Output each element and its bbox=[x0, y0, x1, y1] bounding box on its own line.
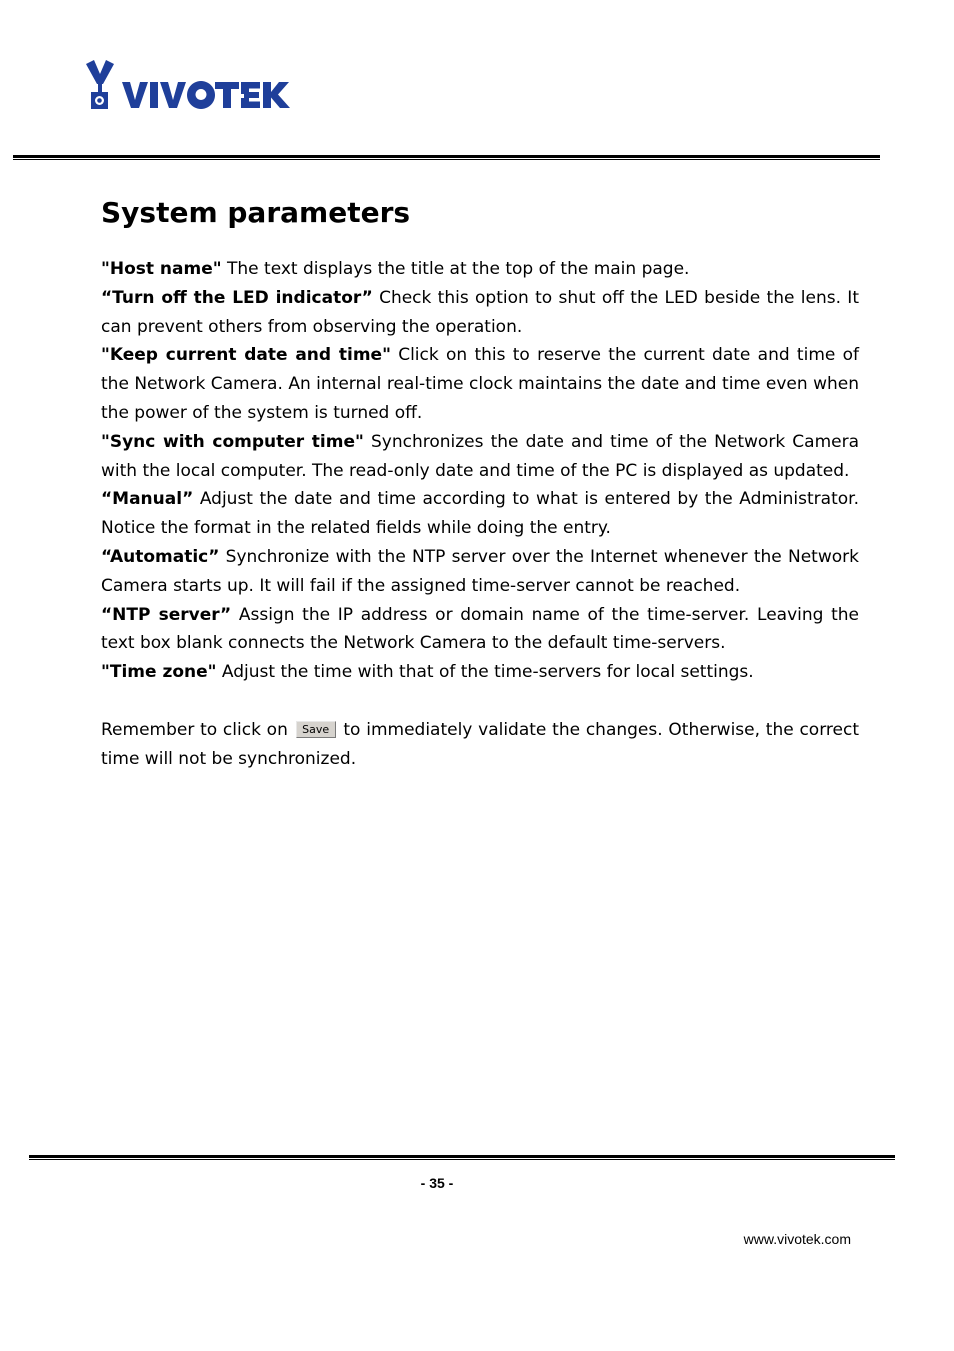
term: “Automatic” bbox=[101, 546, 220, 567]
description: Synchronize with the NTP server over the Internet whenever the Network Camera starts up. It will fail if the assigned time-server cannot be reached. bbox=[101, 546, 859, 596]
term: "Keep current date and time" bbox=[101, 345, 391, 366]
description: Check this option to shut off the LED beside the lens. It can prevent others from observing the operation. bbox=[101, 287, 859, 337]
paragraph-led-indicator bbox=[101, 284, 859, 342]
term: "Host name" bbox=[101, 259, 222, 279]
paragraph-reminder bbox=[101, 716, 859, 774]
footer-rule bbox=[29, 1155, 895, 1160]
description: Synchronizes the date and time of the Network Camera with the local computer. The read-only date and time of the PC is displayed as updated. bbox=[101, 431, 859, 481]
paragraph-sync-computer-time bbox=[101, 428, 859, 486]
description: Adjust the date and time according to what is entered by the Administrator. Notice the format in the related fields while doing the entry. bbox=[101, 489, 859, 539]
description: Click on this to reserve the current date and time of the Network Camera. An internal real-time clock maintains the date and time even when the power of the system is turned off. bbox=[101, 345, 859, 423]
vivotek-logo bbox=[84, 60, 294, 114]
paragraph-keep-date-time bbox=[101, 341, 859, 427]
reminder-before: Remember to click on bbox=[101, 719, 294, 740]
paragraph-ntp-server bbox=[101, 601, 859, 659]
page-title: System parameters bbox=[101, 196, 411, 229]
term: “Turn off the LED indicator” bbox=[101, 287, 373, 308]
description: The text displays the title at the top of the main page. bbox=[221, 259, 690, 279]
reminder-after: to immediately validate the changes. Otherwise, the correct time will not be synchronized. bbox=[101, 719, 859, 769]
term: “NTP server” bbox=[101, 604, 232, 625]
paragraph-host-name bbox=[101, 255, 859, 284]
header-rule bbox=[13, 155, 880, 160]
paragraph-manual bbox=[101, 485, 859, 543]
description: Adjust the time with that of the time-servers for local settings. bbox=[216, 662, 754, 683]
wordmark-icon bbox=[122, 81, 290, 109]
footer-url: www.vivotek.com bbox=[743, 1231, 851, 1247]
description: Assign the IP address or domain name of the time-server. Leaving the text box blank connects the Network Camera to the default time-servers. bbox=[101, 604, 859, 654]
spacer bbox=[101, 687, 859, 716]
logo-accent bbox=[234, 94, 244, 98]
term: "Sync with computer time" bbox=[101, 431, 364, 452]
save-button[interactable]: Save bbox=[296, 721, 336, 738]
page-number: - 35 - bbox=[420, 1175, 454, 1191]
paragraph-automatic bbox=[101, 543, 859, 601]
paragraph-time-zone bbox=[101, 658, 859, 687]
camera-mark-icon bbox=[86, 60, 114, 109]
term: "Time zone" bbox=[101, 662, 217, 683]
content-body bbox=[101, 255, 859, 773]
term: “Manual” bbox=[101, 489, 194, 510]
